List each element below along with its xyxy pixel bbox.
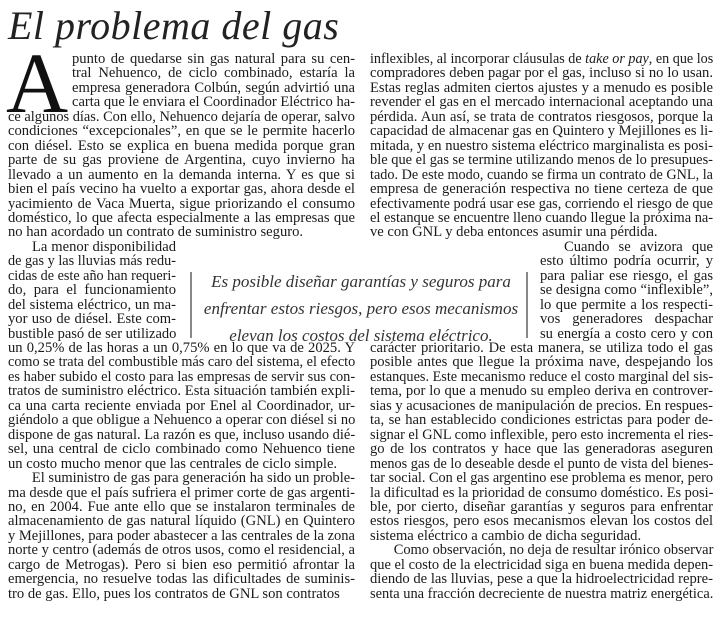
text-line: do, para el funcionamiento [8,282,176,299]
text-line: El suministro de gas para generación ha sido un proble- [31,470,356,487]
text-line: carta que le enviara el Coordinador Eléctrico ha- [72,94,356,111]
text-line: punto de quedarse sin gas natural para su cen- [72,51,355,67]
text-line: estos riesgos, pero esos mecanismos elevan los costos del [370,513,713,530]
pull-quote-line: Es posible diseñar garantías y seguros para [211,272,511,291]
text-line: dispone de gas natural. La razón es que, incluso usando dié- [8,426,356,443]
text-line: sistema eléctrico a cambio de dicha seguridad. [370,527,642,544]
text-line: vos generadores despachar [540,311,713,328]
text-line: compradores deben pagar por el gas, incluso si no lo usan. [370,65,713,82]
article-title: El problema del gas [8,3,340,48]
text-line: sias y acusaciones de manipulación de precios. En respues- [370,397,713,414]
text-line: Como observación, no deja de resultar irónico observar [393,542,714,559]
text-line: un costo mucho menor que las centrales de ciclo simple. [8,455,338,472]
text-line: cidas de este año han requeri- [8,267,177,284]
text-line: no, en 2004. Fue ante ello que se instalaron terminales de [8,498,355,515]
text-line: no han acordado un contrato de suministro seguro. [8,224,304,241]
text-line: bustible pasó de ser utilizado [8,325,177,342]
text-line: posible antes que llegue la próxima nave, despejando los [370,354,713,371]
text-line: senta una fracción decreciente de nuestra matriz energética. [370,585,714,602]
text-line: ble que el gas se termine utilizando menos de lo presupues- [370,152,713,169]
text-line: pérdida. Aun así, se trata de contratos riesgosos, porque la [370,108,713,125]
text-line: La menor disponibilidad [32,238,176,255]
text-line: doméstico, lo que afecta especialmente a las empresas que [8,209,355,226]
text-line: almacenamiento de gas natural líquido (GNL) en Quintero [8,513,355,530]
text-line: yacimiento de Vaca Muerta, sigue priorizando el consumo [8,195,355,212]
text-line: tar social. Con el gas argentino ese problema es menor, pero [370,470,713,487]
drop-cap: A [6,35,69,131]
text-line: y Mejillones, para poder abastecer a las centrales de la zona [8,527,355,544]
text-line: estanques. Este mecanismo reduce el costo marginal del sis- [370,368,714,385]
text-line: menos gas de lo deseable desde el punto de vista del bienes- [370,455,714,472]
text-line: sel, una central de ciclo combinado como Nehuenco tiene [8,441,355,458]
text-line: ve con GNL y deba entonces asumir una pérdida. [370,224,658,241]
text-line: llevado a un aumento en la demanda interna. Y es que si [8,166,355,183]
text-line: capacidad de almacenar gas en Quintero y Mejillones es li- [370,123,713,140]
text-line: su energía a costo cero y con [540,325,713,342]
text-line: efectivamente podrá usar ese gas, corriendo el riesgo de que [370,195,713,212]
text-line: la dificultad es la prioridad de consumo doméstico. Es posi- [370,484,714,501]
text-line: que el costo de la electricidad siga en buena medida depen- [370,556,714,573]
text-line: cargo de Metrogas). Pero si bien eso permitió afrontar la [8,556,355,573]
text-line: tema, por lo que a menudo su empleo deriva en controver- [370,383,713,400]
text-line: diendo de las lluvias, pese a que la hidroelectricidad repre- [370,571,713,588]
text-line: el estanque se encuentre lleno cuando llegue la próxima na- [370,209,714,226]
text-line: revender el gas en el mercado internacional aceptando una [370,94,713,111]
text-line: Estas reglas admiten ciertos ajustes y a menudo es posible [370,79,713,96]
text-line: ble, por cierto, diseñar garantías y seguros para enfrentar [370,498,713,515]
pull-quote-right-rule [526,272,528,338]
text-line: es haber subido el costo para las empresas de servir sus con- [8,368,356,385]
text-line: empresa generadora Colbún, según advirtió una [72,79,355,96]
text-line: se designa como “inflexible”, [540,282,713,299]
text-line: ta, se han establecido condiciones estrictas para poder de- [370,412,713,429]
text-line: ca una carta reciente enviada por Enel al Coordinador, ur- [8,397,355,414]
text-line: emergencia, no resuelve todas las dificultades de suminis- [8,571,355,588]
text-line: mitada, y en nuestro sistema eléctrico marginalista es posi- [370,137,713,154]
pull-quote-left-rule [190,272,192,338]
pull-quote-line: enfrentar estos riesgos, pero esos mecanismos [203,299,519,318]
text-line: tral Nehuenco, de ciclo combinado, estaría la [72,65,355,82]
pull-quote-line: elevan los costos del sistema eléctrico. [229,326,493,345]
text-line: go de los contratos y hace que las generadoras aseguren [370,441,713,458]
text-line: como se trata del combustible más caro del sistema, el efecto [8,354,356,371]
text-line: de gas y las lluvias más redu- [8,253,176,270]
text-line: yor uso de diésel. Este com- [8,311,176,328]
text-line: signar el GNL como inflexible, pero esto incrementa el ries- [370,426,714,443]
text-line: para paliar ese riesgo, el gas [540,267,713,284]
text-line: con diésel. Esto se explica en buena medida porque gran [8,137,355,154]
text-line: bien el país vecino ha vuelto a exportar gas, ahora desde el [8,181,355,198]
text-line: empresa de generación respectiva no tiene certeza de que [370,181,713,198]
text-line: Cuando se avizora que [564,238,713,255]
text-line: ce algunos días. Con ello, Nehuenco dejaría de operar, salvo [8,108,355,125]
text-line: inflexibles, al incorporar cláusulas de take or pay, en que los [370,51,714,67]
text-line: tratos de suministro eléctrico. Esta situación también expli- [8,383,355,400]
text-line: lo que permite a los respecti- [540,296,713,313]
text-line: giéndolo a que obligue a Nehuenco a operar con diésel si no [8,412,356,429]
text-line: norte y centro (además de otros usos, como el residencial, a [8,542,355,559]
text-line: tado. De este modo, cuando se firma un contrato de GNL, la [370,166,713,183]
text-line: del sistema eléctrico, un ma- [8,296,176,313]
text-line: esto último podría ocurrir, y [540,253,713,270]
text-line: ma desde que el país sufriera el primer corte de gas argenti- [8,484,355,501]
text-line: carácter prioritario. De esta manera, se utiliza todo el gas [370,340,713,356]
text-line: parte de su gas proviene de Argentina, cuyo invierno ha [8,152,355,169]
text-line: un 0,25% de las horas a un 0,75% en lo que va de 2025. Y [8,340,355,356]
text-line: tro de gas. Ello, pues los contratos de GNL son contratos [8,585,340,602]
pull-quote [196,268,526,349]
text-line: condiciones “excepcionales”, en que se le permite hacerlo [8,123,355,140]
